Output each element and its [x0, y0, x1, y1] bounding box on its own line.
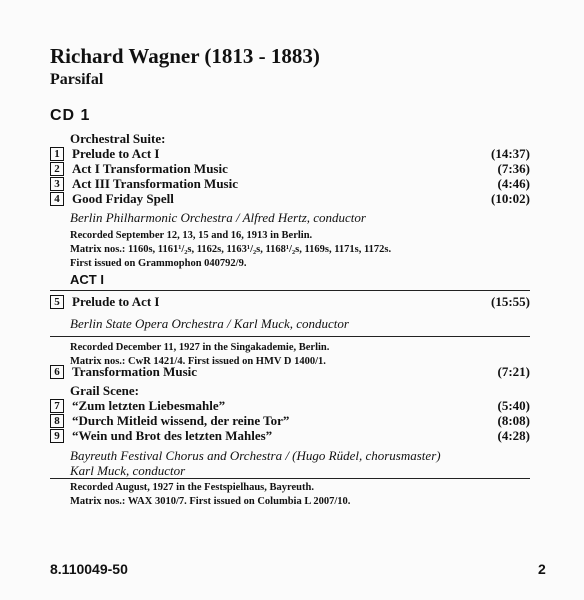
track-row: [50, 399, 530, 414]
issue-note: First issued on Grammophon 040792/9.: [70, 258, 247, 269]
track-title: Prelude to Act I: [72, 294, 160, 309]
recording-note: Recorded December 11, 1927 in the Singakademie, Berlin.: [70, 342, 330, 353]
track-row: [50, 177, 530, 192]
track-number: 3: [50, 177, 64, 191]
track-duration: (7:36): [497, 161, 530, 176]
work-title: Parsifal: [50, 71, 104, 88]
matrix-note: Matrix nos.: WAX 3010/7. First issued on Columbia L 2007/10.: [70, 496, 351, 507]
track-duration: (4:46): [497, 176, 530, 191]
track-row: [50, 192, 530, 207]
track-number: 4: [50, 192, 64, 206]
track-row: [50, 429, 530, 444]
catalog-number: 8.110049-50: [50, 561, 128, 577]
track-number: 9: [50, 429, 64, 443]
track-title: Prelude to Act I: [72, 146, 160, 161]
recording-note: Recorded August, 1927 in the Festspielhaus, Bayreuth.: [70, 482, 314, 493]
performers: Berlin Philharmonic Orchestra / Alfred Hertz, conductor: [70, 210, 366, 225]
track-duration: (7:21): [497, 364, 530, 379]
track-row: [50, 414, 530, 429]
cd-label: CD 1: [50, 107, 91, 124]
track-number: 7: [50, 399, 64, 413]
performers: Berlin State Opera Orchestra / Karl Muck, conductor: [70, 316, 349, 331]
grail-heading: Grail Scene:: [70, 383, 139, 398]
page-number: 2: [538, 561, 546, 577]
recording-note: Recorded September 12, 13, 15 and 16, 1913 in Berlin.: [70, 230, 313, 241]
track-row: [50, 365, 530, 380]
track-duration: (10:02): [491, 191, 530, 206]
track-row: [50, 147, 530, 162]
suite-heading: Orchestral Suite:: [70, 131, 166, 146]
track-title: “Zum letzten Liebesmahle”: [72, 398, 226, 413]
divider: [50, 336, 530, 337]
track-title: Act I Transformation Music: [72, 161, 228, 176]
track-number: 5: [50, 295, 64, 309]
track-row: [50, 162, 530, 177]
matrix-note: Matrix nos.: CwR 1421/4. First issued on HMV D 1400/1.: [70, 356, 326, 367]
track-duration: (8:08): [497, 413, 530, 428]
track-duration: (5:40): [497, 398, 530, 413]
track-number: 6: [50, 365, 64, 379]
track-title: “Wein und Brot des letzten Mahles”: [72, 428, 273, 443]
act-label: ACT I: [70, 272, 104, 287]
track-duration: (4:28): [497, 428, 530, 443]
track-title: Good Friday Spell: [72, 191, 174, 206]
conductor: Karl Muck, conductor: [70, 463, 186, 478]
track-duration: (14:37): [491, 146, 530, 161]
track-title: Transformation Music: [72, 364, 198, 379]
divider: [50, 478, 530, 479]
track-row: [50, 295, 530, 310]
track-number: 8: [50, 414, 64, 428]
track-duration: (15:55): [491, 294, 530, 309]
track-title: Act III Transformation Music: [72, 176, 238, 191]
matrix-note: Matrix nos.: 1160s, 1161¹/₂s, 1162s, 1163¹/₂s, 1168¹/₂s, 1169s, 1171s, 1172s.: [70, 244, 392, 255]
performers: Bayreuth Festival Chorus and Orchestra / (Hugo Rüdel, chorusmaster): [70, 448, 441, 463]
composer-title: Richard Wagner (1813 - 1883): [50, 44, 320, 68]
divider: [50, 290, 530, 291]
track-title: “Durch Mitleid wissend, der reine Tor”: [72, 413, 290, 428]
track-number: 1: [50, 147, 64, 161]
track-number: 2: [50, 162, 64, 176]
